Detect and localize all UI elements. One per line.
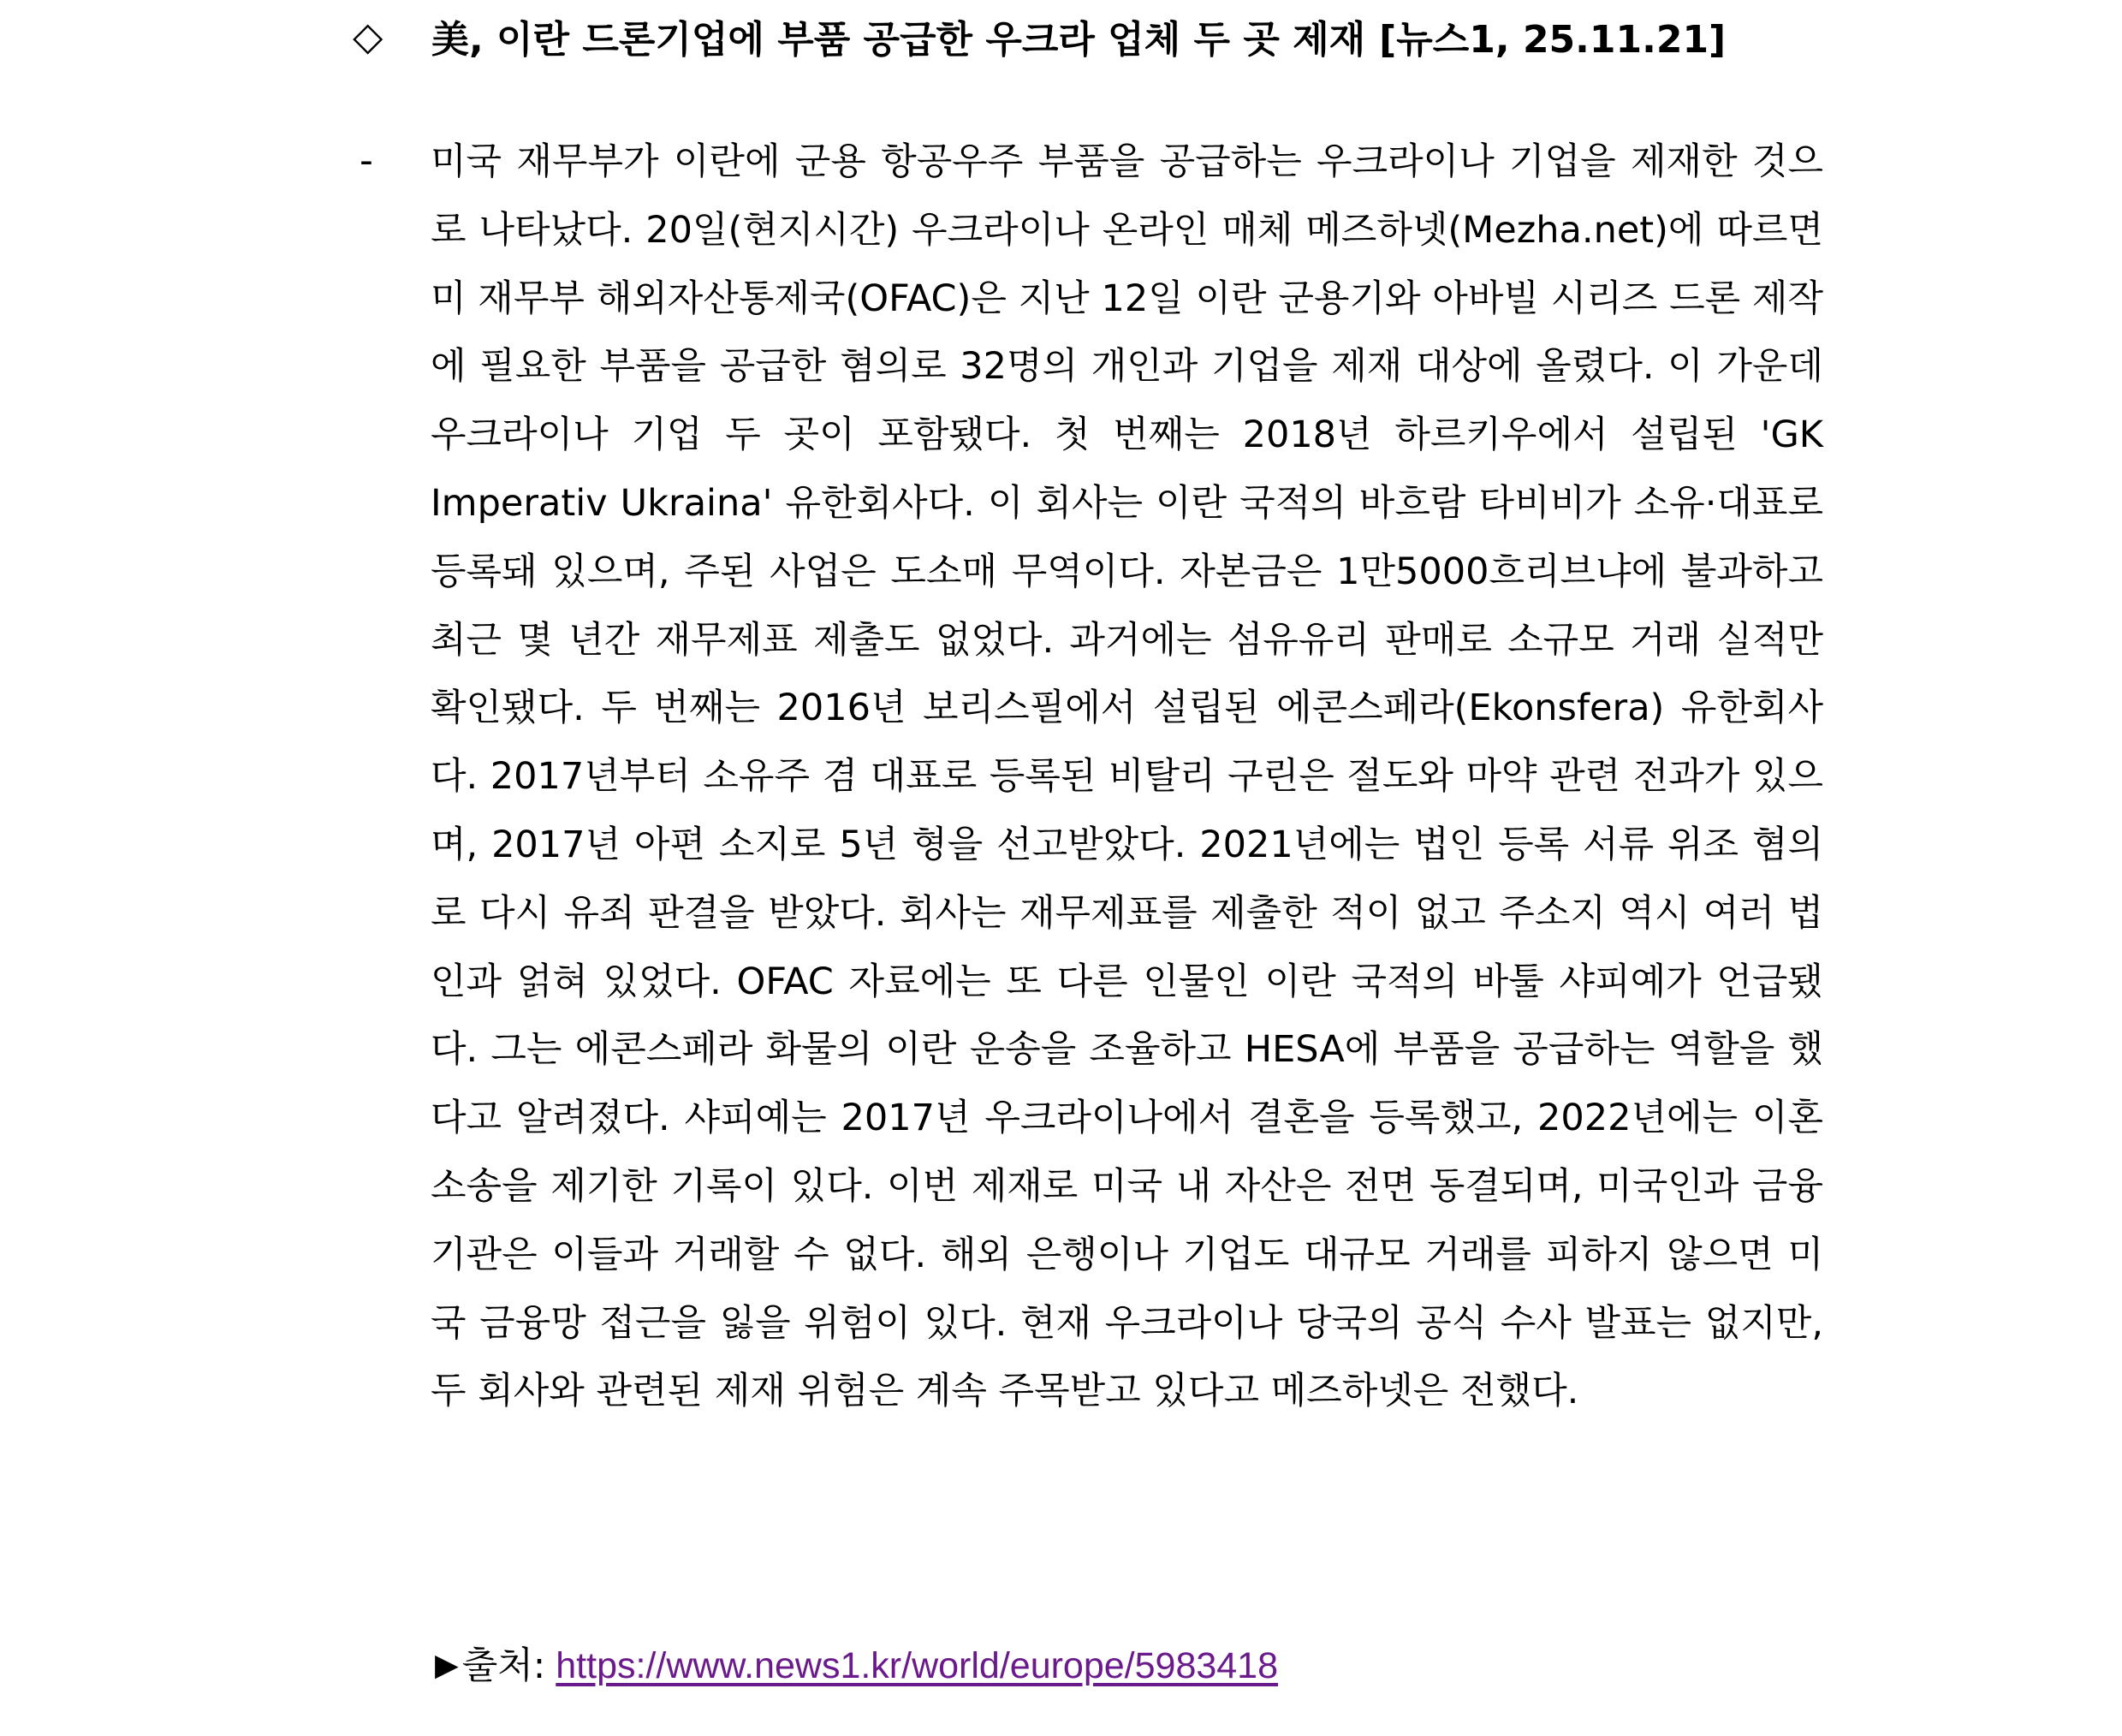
source-citation [435,1640,1278,1691]
news-source-tag: [뉴스1, 25.11.21] [1379,18,1727,62]
diamond-marker-icon: ◇ [353,13,383,59]
article-body: 미국 재무부가 이란에 군용 항공우주 부품을 공급하는 우크라이나 기업을 제재한 것으로 나타났다. 20일(현지시간) 우크라이나 온라인 매체 메즈하넷(Mezha.net)에 따르면 미 재무부 해외자산통제국(OFAC)은 지난 12일 이란 군용기와 아바빌 시리즈 드론 제작에 필요한 부품을 공급한 혐의로 32명의 개인과 기업을 제재 대상에 올렸다. 이 가운데 우크라이나 기업 두 곳이 포함됐다. 첫 번째는 2018년 하르키우에서 설립된 'GK Imperativ Ukraina' 유한회사다. 이 회사는 이란 국적의 바흐람 타비비가 소유·대표로 등록돼 있으며, 주된 사업은 도소매 무역이다. 자본금은 1만5000흐리브냐에 불과하고 최근 몇 년간 재무제표 제출도 없었다. 과거에는 섬유유리 판매로 소규모 거래 실적만 확인됐다. 두 번째는 2016년 보리스필에서 설립된 에콘스페라(Ekonsfera) 유한회사다. 2017년부터 소유주 겸 대표로 등록된 비탈리 구린은 절도와 마약 관련 전과가 있으며, 2017년 아편 소지로 5년 형을 선고받았다. 2021년에는 법인 등록 서류 위조 혐의로 다시 유죄 판결을 받았다. 회사는 재무제표를 제출한 적이 없고 주소지 역시 여러 법인과 얽혀 있었다. OFAC 자료에는 또 다른 인물인 이란 국적의 바툴 샤피예가 언급됐다. 그는 에콘스페라 화물의 이란 운송을 조율하고 HESA에 부품을 공급하는 역할을 했다고 알려졌다. 샤피예는 2017년 우크라이나에서 결혼을 등록했고, 2022년에는 이혼 소송을 제기한 기록이 있다. 이번 제재로 미국 내 자산은 전면 동결되며, 미국인과 금융기관은 이들과 거래할 수 없다. 해외 은행이나 기업도 대규모 거래를 피하지 않으면 미국 금융망 접근을 잃을 위험이 있다. 현재 우크라이나 당국의 공식 수사 발표는 없지만, 두 회사와 관련된 제재 위험은 계속 주목받고 있다고 메즈하넷은 전했다. [431,140,1823,1413]
source-label: 출처: [461,1644,546,1687]
play-arrow-icon: ▶ [435,1648,459,1683]
bullet-dash: - [360,139,373,182]
source-link[interactable]: https://www.news1.kr/world/europe/5983418 [556,1645,1279,1686]
article-heading [353,5,1893,67]
article-title: 美, 이란 드론기업에 부품 공급한 우크라 업체 두 곳 제재 [431,18,1366,62]
